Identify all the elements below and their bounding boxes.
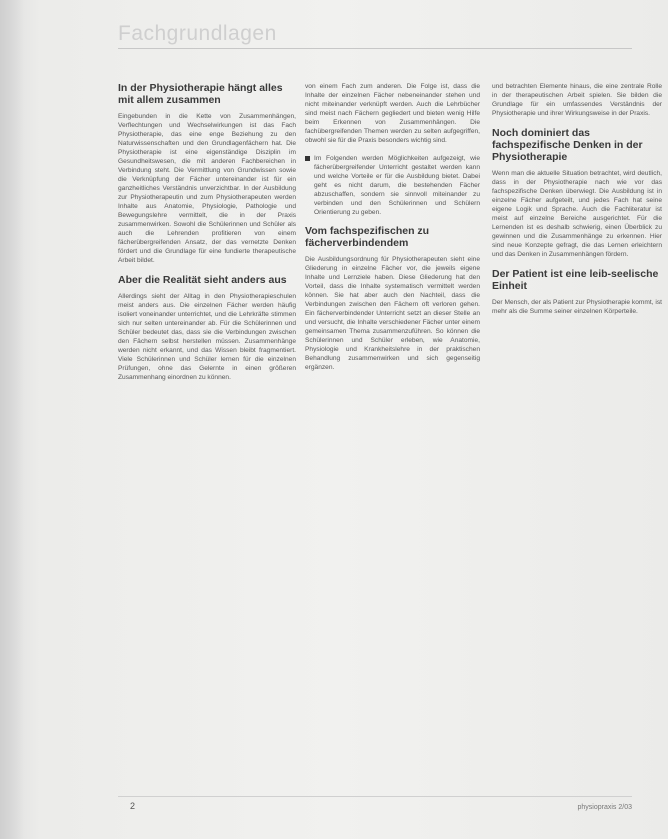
bullet-text: Im Folgenden werden Möglichkeiten aufgezeigt, wie fächerübergreifender Unterricht gestaltet werden kann und welche Vorteile er für die Ausbildung bietet. Dabei geht es nicht darum, die bestehenden Fächer abzuschaffen, sondern sie sinnvoll miteinander zu verbinden und den Schülerinnen und Schülern Orientierung zu geben. (314, 155, 480, 216)
bullet-square-icon (305, 156, 310, 161)
column-1 (118, 82, 296, 391)
section-heading: In der Physiotherapie hängt alles mit allem zusammen (118, 82, 283, 106)
section-heading: Noch dominiert das fachspezifische Denken in der Physiotherapie (492, 127, 643, 163)
body-paragraph: Der Mensch, der als Patient zur Physiotherapie kommt, ist mehr als die Summe seiner einzelnen Körperteile. (492, 299, 662, 315)
section-heading: Der Patient ist eine leib-seelische Einheit (492, 268, 659, 292)
body-paragraph: Allerdings sieht der Alltag in den Physiotherapieschulen meist anders aus. Die einzelnen Fächer werden häufig isoliert voneinander unterrichtet, und die Lehrkräfte stimmen sich nur selten untereinander ab. Für die Schülerinnen und Schüler bedeutet das, dass sie die Verbindungen zwischen den Fächern selbst herstellen müssen. Zusammenhänge werden nicht erkannt, und das Wissen bleibt fragmentiert. Viele Schülerinnen und Schüler lernen für die einzelnen Prüfungen, ohne das Gelernte in einen größeren Zusammenhang einordnen zu können. (118, 293, 296, 381)
column-2 (305, 82, 480, 381)
bullet-item (305, 154, 480, 217)
body-paragraph: von einem Fach zum anderen. Die Folge ist, dass die Inhalte der einzelnen Fächer nebeneinander stehen und nicht miteinander verknüpft werden. Auch die Lehrbücher sind meist nach Fächern gegliedert und bieten wenig Hilfe beim Erkennen von Zusammenhängen. Die fachübergreifenden Themen werden zu selten aufgegriffen, obwohl sie für die Praxis besonders wichtig sind. (305, 83, 480, 144)
footer-divider (118, 796, 632, 797)
body-paragraph: Eingebunden in die Kette von Zusammenhängen, Verflechtungen und Wechselwirkungen ist das Fach Physiotherapie, das eine enge Beziehung zu den Naturwissenschaften und den Grundlagenfächern hat. Die Physiotherapie ist eine eigenständige Disziplin im Gesundheitswesen, die mit anderen Fachbereichen in Verbindung steht. Die Vermittlung von Grundwissen sowie die Verknüpfung der Fächer untereinander ist für ein ganzheitliches Verständnis unverzichtbar. In der Ausbildung zur Physiotherapeutin und zum Physiotherapeuten werden Inhalte aus Anatomie, Physiologie, Pathologie und Bewegungslehre vermittelt, die in der Praxis zusammenwirken. Sowohl die Schülerinnen und Schüler als auch die Lehrenden profitieren von einem fächerübergreifenden Ansatz, der das vernetzte Denken fördert und die Grundlage für eine fundierte therapeutische Arbeit bildet. (118, 113, 296, 264)
body-paragraph: Wenn man die aktuelle Situation betrachtet, wird deutlich, dass in der Physiotherapie nach wie vor das fachspezifische Denken überwiegt. Die Ausbildung ist in einzelne Fächer aufgeteilt, und jedes Fach hat seine eigene Logik und Sprache. Auch die Fachliteratur ist meist auf einzelne Bereiche ausgerichtet. Für die Lernenden ist es deshalb schwierig, einen Überblick zu gewinnen und die Zusammenhänge zu erkennen. Hier sind neue Konzepte gefragt, die das Lernen erleichtern und das Denken in Zusammenhängen fördern. (492, 170, 662, 258)
journal-footer: physiopraxis 2/03 (577, 804, 632, 811)
page-gutter-shadow (0, 0, 24, 839)
page-number: 2 (130, 801, 136, 811)
section-title: Fachgrundlagen (118, 22, 277, 45)
section-heading: Aber die Realität sieht anders aus (118, 274, 287, 286)
body-paragraph: Die Ausbildungsordnung für Physiotherapeuten sieht eine Gliederung in einzelne Fächer vor, die jeweils eigene Inhalte und Lernziele haben. Diese Gliederung hat den Vorteil, dass die Inhalte systematisch vermittelt werden können. Sie hat aber auch den Nachteil, dass die Verbindungen zwischen den Fächern oft verloren gehen. Ein fächerverbindender Unterricht setzt an dieser Stelle an und versucht, die Inhalte verschiedener Fächer unter einem gemeinsamen Thema zusammenzuführen. So können die Schülerinnen und Schüler erleben, wie Anatomie, Physiologie und Krankheitslehre in der praktischen Behandlung zusammenwirken und sich gegenseitig ergänzen. (305, 256, 480, 371)
section-heading: Vom fachspezifischen zu fächerverbindendem (305, 225, 430, 249)
column-3 (492, 82, 662, 325)
header-divider (118, 48, 632, 49)
body-paragraph: und betrachten Elemente hinaus, die eine zentrale Rolle in der therapeutischen Arbeit spielen. Sie bilden die Grundlage für ein umfassendes Verständnis der Physiotherapie und ihrer Wirkungsweise in der Praxis. (492, 83, 662, 117)
